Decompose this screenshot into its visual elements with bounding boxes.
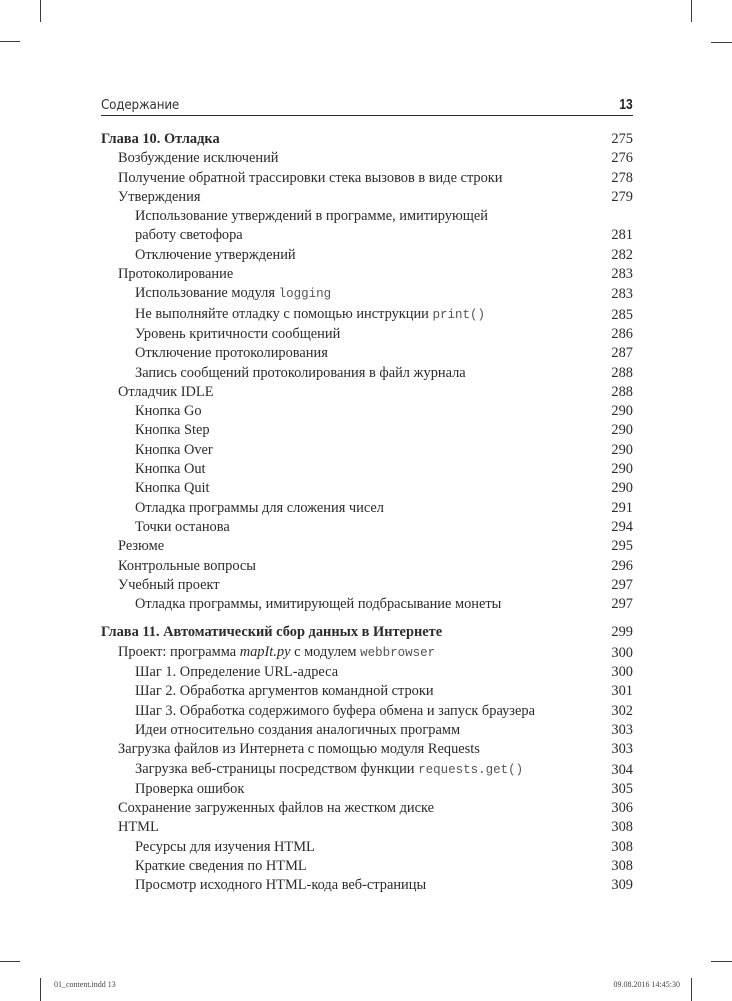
toc-entry-label	[101, 740, 633, 759]
toc-entry-code: logging	[278, 287, 332, 302]
crop-mark-top-right-vertical	[691, 0, 692, 22]
toc-entry	[101, 857, 633, 876]
toc-entry	[101, 402, 633, 421]
crop-mark-bottom-right-vertical	[691, 978, 692, 1001]
toc-entry-text: Кнопка Out	[135, 461, 206, 478]
toc-entry	[101, 576, 633, 595]
toc-entry	[101, 149, 633, 168]
toc-entry-label	[101, 702, 633, 721]
toc-entry-text: Отключение протоколирования	[135, 345, 328, 362]
toc-entry-page-number: 290	[611, 422, 633, 439]
toc-entry	[101, 265, 633, 284]
toc-entry-page-number: 283	[611, 286, 633, 303]
toc-entry-label	[101, 499, 633, 518]
toc-entry	[101, 780, 633, 799]
toc-entry	[101, 479, 633, 498]
toc-entry-label	[101, 441, 633, 460]
toc-entry-label	[101, 780, 633, 799]
toc-entry	[101, 595, 633, 614]
toc-entry-label	[101, 130, 633, 149]
running-head	[101, 94, 633, 116]
toc-entry-text: HTML	[118, 819, 159, 836]
toc-entry-label	[101, 537, 633, 556]
toc-entry-text: Загрузка веб-страницы посредством функции	[135, 760, 419, 777]
toc-entry-page-number: 308	[611, 819, 633, 836]
toc-entry-label	[101, 383, 633, 402]
toc-entry-text: Проект: программа	[118, 643, 240, 660]
toc-entry-page-number: 290	[611, 403, 633, 420]
toc-entry-text: Протоколирование	[118, 266, 234, 283]
toc-entry-label	[101, 799, 633, 818]
toc-entry-label	[101, 149, 633, 168]
toc-entry-text: Шаг 1. Определение URL-адреса	[135, 664, 339, 681]
toc-entry-text: Отладка программы для сложения чисел	[135, 499, 384, 516]
toc-entry-text: Учебный проект	[118, 576, 220, 593]
toc-entry-label	[101, 518, 633, 537]
toc-entry-text: Отладка программы, имитирующей подбрасывание монеты	[135, 596, 502, 613]
toc-entry-page-number: 294	[611, 518, 633, 535]
toc-entry-label	[101, 305, 633, 325]
slug-file: 01_content.indd 13	[54, 980, 116, 989]
toc-entry-page-number: 285	[611, 306, 633, 323]
toc-entry	[101, 682, 633, 701]
toc-entry-text: Запись сообщений протоколирования в файл журнала	[135, 364, 466, 381]
toc-entry-label	[101, 838, 633, 857]
toc-entry-label	[101, 284, 633, 304]
toc-entry	[101, 702, 633, 721]
toc-entry-text: Не выполняйте отладку с помощью инструкции	[135, 305, 433, 322]
toc-entry	[101, 557, 633, 576]
toc-entry-text: Глава 11. Автоматический сбор данных в Интернете	[101, 624, 443, 641]
toc-entry-text: Сохранение загруженных файлов на жестком диске	[118, 800, 435, 817]
crop-mark-top-right-horizontal	[711, 42, 732, 43]
toc-entry-page-number: 296	[611, 557, 633, 574]
toc-entry-label	[101, 857, 633, 876]
toc-entry	[101, 325, 633, 344]
toc-entry-label	[101, 226, 633, 245]
toc-entry-page-number: 278	[611, 169, 633, 186]
toc-entry-text: Проверка ошибок	[135, 780, 245, 797]
toc-entry-page-number: 290	[611, 461, 633, 478]
toc-entry-page-number: 281	[611, 227, 633, 244]
toc-entry-text: Краткие сведения по HTML	[135, 857, 307, 874]
toc-entry-text: Уровень критичности сообщений	[135, 325, 341, 342]
toc-entry-page-number: 304	[611, 761, 633, 778]
toc-entry-label	[101, 818, 633, 837]
toc-entry-page-number: 302	[611, 702, 633, 719]
toc-entry-label	[101, 402, 633, 421]
toc-entry-code: requests.get()	[418, 762, 524, 777]
toc-entry-page-number: 276	[611, 150, 633, 167]
toc-entry-text-after: с модулем	[290, 643, 361, 660]
toc-entry-page-number: 303	[611, 721, 633, 738]
table-of-contents	[101, 130, 633, 896]
toc-entry-label	[101, 207, 633, 226]
crop-mark-top-left-horizontal	[0, 41, 20, 42]
toc-entry	[101, 207, 633, 226]
toc-entry-page-number: 303	[611, 741, 633, 758]
toc-entry-label	[101, 557, 633, 576]
toc-entry-text: Отключение утверждений	[135, 246, 296, 263]
toc-entry-label	[101, 663, 633, 682]
toc-entry-page-number: 300	[611, 644, 633, 661]
crop-mark-bottom-left-vertical	[40, 978, 41, 1001]
toc-entry-page-number: 288	[611, 383, 633, 400]
toc-entry-page-number: 299	[611, 624, 633, 641]
toc-entry-label	[101, 421, 633, 440]
running-head-title: Содержание	[101, 98, 180, 113]
toc-entry-text: Использование модуля	[135, 285, 279, 302]
toc-entry	[101, 305, 633, 325]
toc-entry-page-number: 286	[611, 325, 633, 342]
toc-entry-label	[101, 265, 633, 284]
toc-entry-page-number: 279	[611, 188, 633, 205]
toc-entry	[101, 518, 633, 537]
toc-entry	[101, 421, 633, 440]
toc-entry	[101, 284, 633, 304]
crop-mark-top-left-vertical	[40, 0, 41, 22]
toc-entry-label	[101, 682, 633, 701]
toc-entry-page-number: 300	[611, 664, 633, 681]
toc-entry-page-number: 308	[611, 857, 633, 874]
toc-entry-page-number: 297	[611, 576, 633, 593]
toc-entry-page-number: 306	[611, 800, 633, 817]
toc-entry	[101, 740, 633, 759]
toc-entry-text: Контрольные вопросы	[118, 557, 256, 574]
toc-entry-page-number: 287	[611, 345, 633, 362]
toc-entry-label	[101, 460, 633, 479]
toc-entry-text: Кнопка Go	[135, 403, 202, 420]
toc-entry-label	[101, 876, 633, 895]
toc-entry-text: Точки останова	[135, 518, 230, 535]
toc-entry	[101, 226, 633, 245]
toc-entry-page-number: 295	[611, 538, 633, 555]
toc-entry-code: print()	[432, 307, 485, 322]
toc-entry	[101, 499, 633, 518]
toc-entry-label	[101, 479, 633, 498]
toc-entry-filename: mapIt.py	[239, 643, 291, 660]
toc-chapter-entry	[101, 623, 633, 642]
toc-entry	[101, 383, 633, 402]
toc-entry	[101, 246, 633, 265]
toc-entry-label	[101, 344, 633, 363]
toc-entry	[101, 799, 633, 818]
toc-entry-page-number: 291	[611, 499, 633, 516]
toc-entry-page-number: 283	[611, 266, 633, 283]
toc-entry-page-number: 275	[611, 131, 633, 147]
crop-mark-bottom-left-horizontal	[0, 961, 20, 962]
toc-entry-page-number: 297	[611, 596, 633, 613]
toc-entry-label	[101, 643, 633, 663]
toc-entry-page-number: 290	[611, 441, 633, 458]
toc-entry-page-number: 288	[611, 364, 633, 381]
toc-entry-label	[101, 364, 633, 383]
crop-mark-bottom-right-horizontal	[711, 961, 732, 962]
toc-entry	[101, 838, 633, 857]
toc-entry-text: Идеи относительно создания аналогичных программ	[135, 721, 461, 738]
toc-entry	[101, 460, 633, 479]
toc-entry-text: Шаг 3. Обработка содержимого буфера обмена и запуск браузера	[135, 702, 535, 719]
toc-entry	[101, 188, 633, 207]
toc-entry-page-number: 290	[611, 480, 633, 497]
toc-entry	[101, 818, 633, 837]
toc-entry-page-number: 305	[611, 780, 633, 797]
toc-entry-label	[101, 246, 633, 265]
toc-entry-label	[101, 623, 633, 642]
toc-entry	[101, 643, 633, 663]
toc-entry	[101, 760, 633, 780]
toc-entry-label	[101, 760, 633, 780]
toc-entry-page-number: 309	[611, 877, 633, 894]
toc-entry-page-number: 308	[611, 838, 633, 855]
toc-chapter-entry	[101, 130, 633, 149]
toc-entry	[101, 721, 633, 740]
toc-entry-text: Шаг 2. Обработка аргументов командной строки	[135, 683, 434, 700]
toc-entry-code: webbrowser	[360, 645, 436, 660]
toc-entry	[101, 441, 633, 460]
toc-entry-text: Получение обратной трассировки стека вызовов в виде строки	[118, 169, 503, 186]
toc-entry-text: Утверждения	[118, 188, 201, 205]
toc-entry-text: Возбуждение исключений	[118, 150, 279, 167]
toc-entry-text: Глава 10. Отладка	[101, 131, 220, 147]
toc-entry-text: Кнопка Over	[135, 441, 213, 458]
toc-entry	[101, 169, 633, 188]
toc-entry-page-number: 282	[611, 246, 633, 263]
toc-entry	[101, 537, 633, 556]
toc-entry	[101, 344, 633, 363]
toc-entry-text: Ресурсы для изучения HTML	[135, 838, 315, 855]
toc-entry-text: работу светофора	[135, 227, 243, 244]
toc-entry	[101, 876, 633, 895]
toc-entry-label	[101, 721, 633, 740]
toc-entry-label	[101, 188, 633, 207]
toc-entry-text: Кнопка Step	[135, 422, 210, 439]
toc-entry-label	[101, 595, 633, 614]
toc-entry-text: Отладчик IDLE	[118, 383, 214, 400]
toc-entry-label	[101, 576, 633, 595]
toc-entry-label	[101, 169, 633, 188]
page-number: 13	[619, 96, 633, 113]
toc-entry-text: Кнопка Quit	[135, 480, 210, 497]
toc-entry-text: Просмотр исходного HTML-кода веб-страницы	[135, 877, 427, 894]
toc-entry-text: Резюме	[118, 538, 165, 555]
slug-datetime: 09.08.2016 14:45:30	[613, 980, 680, 989]
toc-entry	[101, 364, 633, 383]
toc-entry	[101, 663, 633, 682]
toc-entry-label	[101, 325, 633, 344]
toc-entry-text: Использование утверждений в программе, имитирующей	[135, 208, 488, 225]
toc-entry-text: Загрузка файлов из Интернета с помощью модуля Requests	[118, 741, 480, 758]
toc-entry-page-number: 301	[611, 683, 633, 700]
